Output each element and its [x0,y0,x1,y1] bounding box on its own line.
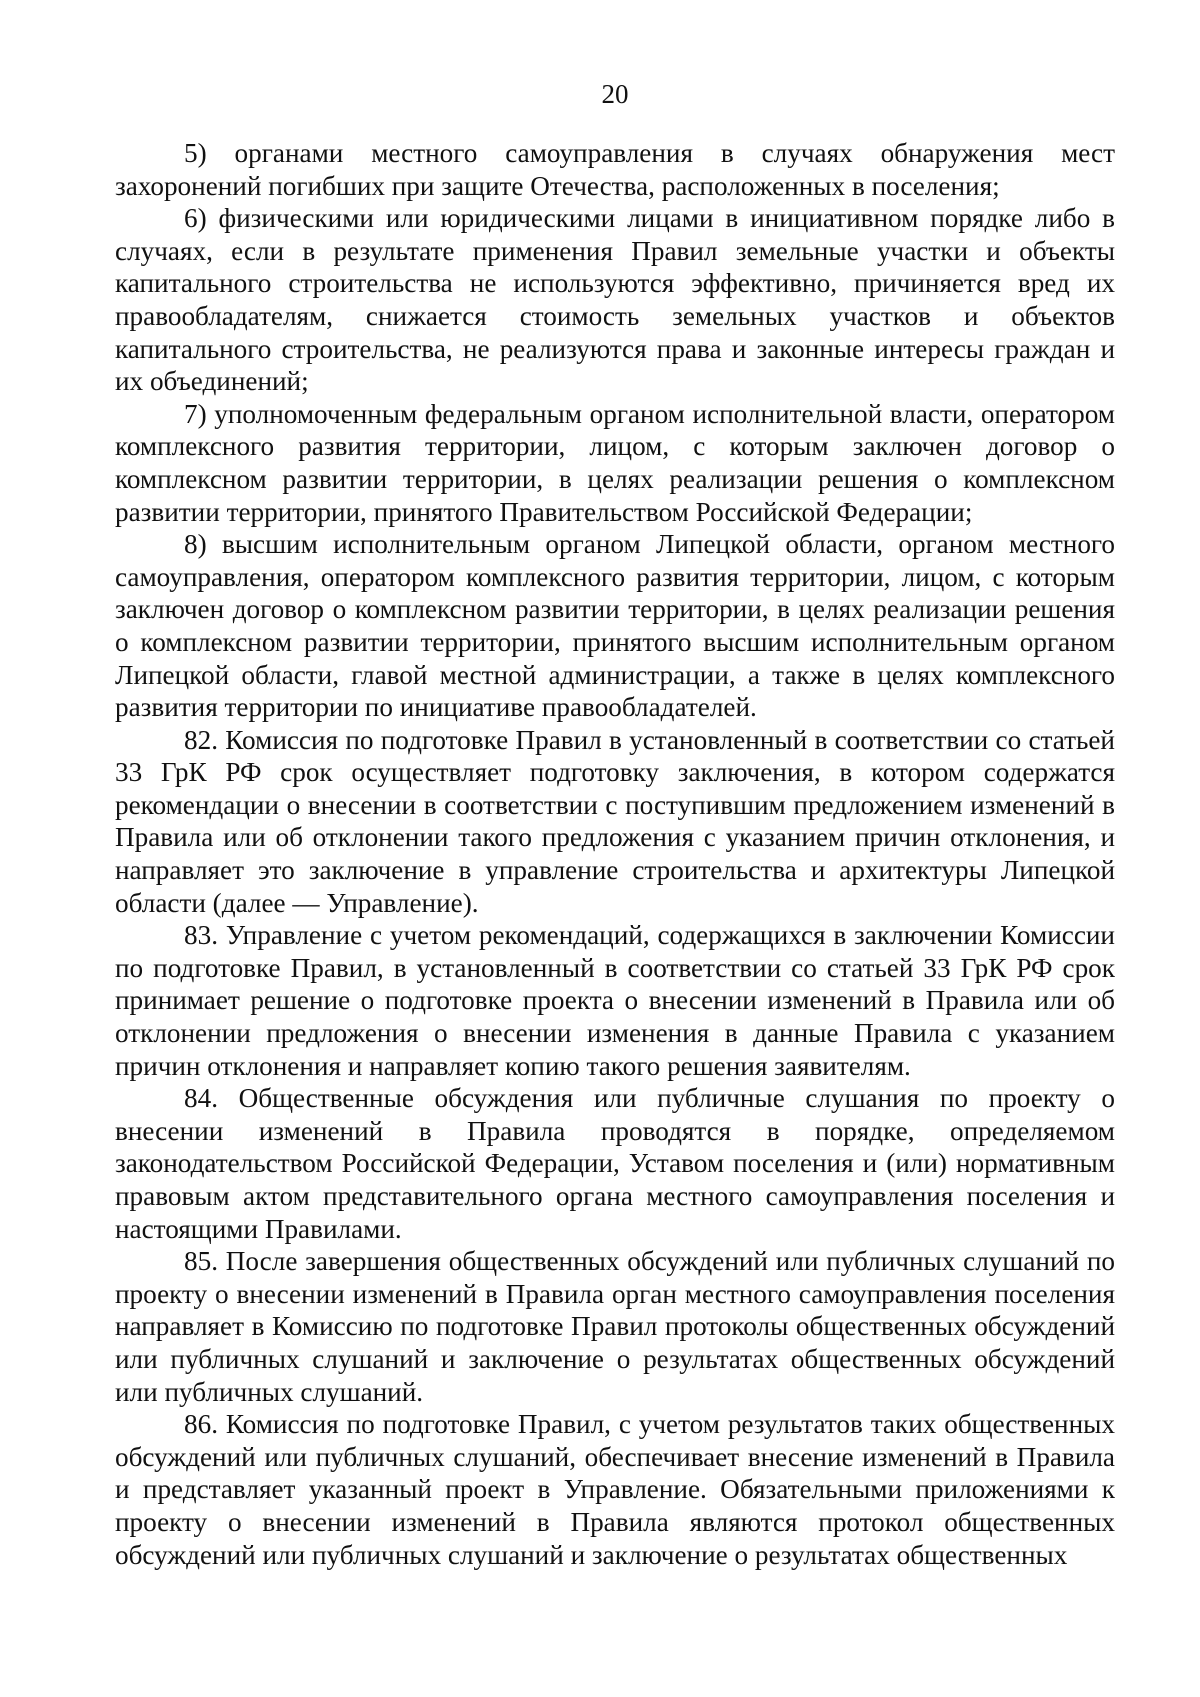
paragraph-item-8: 8) высшим исполнительным органом Липецкой области, органом местного самоуправления, оператором комплексного развития территории, лицом, с которым заключен договор о комплексном развитии территории, в целях реализации решения о комплексном развитии территории, принятого высшим исполнительным органом Липецкой области, главой местной администрации, а также в целях комплексного развития территории по инициативе правообладателей. [115,529,1115,723]
paragraph-82: 82. Комиссия по подготовке Правил в установленный в соответствии со статьей 33 ГрК РФ срок осуществляет подготовку заключения, в котором содержатся рекомендации о внесении в соответствии с поступившим предложением изменений в Правила или об отклонении такого предложения с указанием причин отклонения, и направляет это заключение в управление строительства и архитектуры Липецкой области (далее — Управление). [115,724,1115,918]
document-body [115,137,1115,1571]
paragraph-85: 85. После завершения общественных обсуждений или публичных слушаний по проекту о внесении изменений в Правила орган местного самоуправления поселения направляет в Комиссию по подготовке Правил протоколы общественных обсуждений или публичных слушаний и заключение о результатах общественных обсуждений или публичных слушаний. [115,1246,1115,1407]
paragraph-item-5: 5) органами местного самоуправления в случаях обнаружения мест захоронений погибших при защите Отечества, расположенных в поселения; [115,138,1115,201]
paragraph-item-7: 7) уполномоченным федеральным органом исполнительной власти, оператором комплексного развития территории, лицом, с которым заключен договор о комплексном развитии территории, в целях реализации решения о комплексном развитии территории, принятого Правительством Российской Федерации; [115,398,1115,527]
paragraph-83: 83. Управление с учетом рекомендаций, содержащихся в заключении Комиссии по подготовке Правил, в установленный в соответствии со статьей 33 ГрК РФ срок принимает решение о подготовке проекта о внесении изменений в Правила или об отклонении предложения о внесении изменения в данные Правила с указанием причин отклонения и направляет копию такого решения заявителям. [115,920,1115,1081]
paragraph-86: 86. Комиссия по подготовке Правил, с учетом результатов таких общественных обсуждений или публичных слушаний, обеспечивает внесение изменений в Правила и представляет указанный проект в Управление. Обязательными приложениями к проекту о внесении изменений в Правила являются протокол общественных обсуждений или публичных слушаний и заключение о результатах общественных [115,1409,1115,1570]
paragraph-84: 84. Общественные обсуждения или публичные слушания по проекту о внесении изменений в Правила проводятся в порядке, определяемом законодательством Российской Федерации, Уставом поселения и (или) нормативным правовым актом представительного органа местного самоуправления поселения и настоящими Правилами. [115,1083,1115,1244]
paragraph-item-6: 6) физическими или юридическими лицами в инициативном порядке либо в случаях, если в результате применения Правил земельные участки и объекты капитального строительства не используются эффективно, причиняется вред их правообладателям, снижается стоимость земельных участков и объектов капитального строительства, не реализуются права и законные интересы граждан и их объединений; [115,203,1115,397]
page-number: 20 [601,79,629,109]
